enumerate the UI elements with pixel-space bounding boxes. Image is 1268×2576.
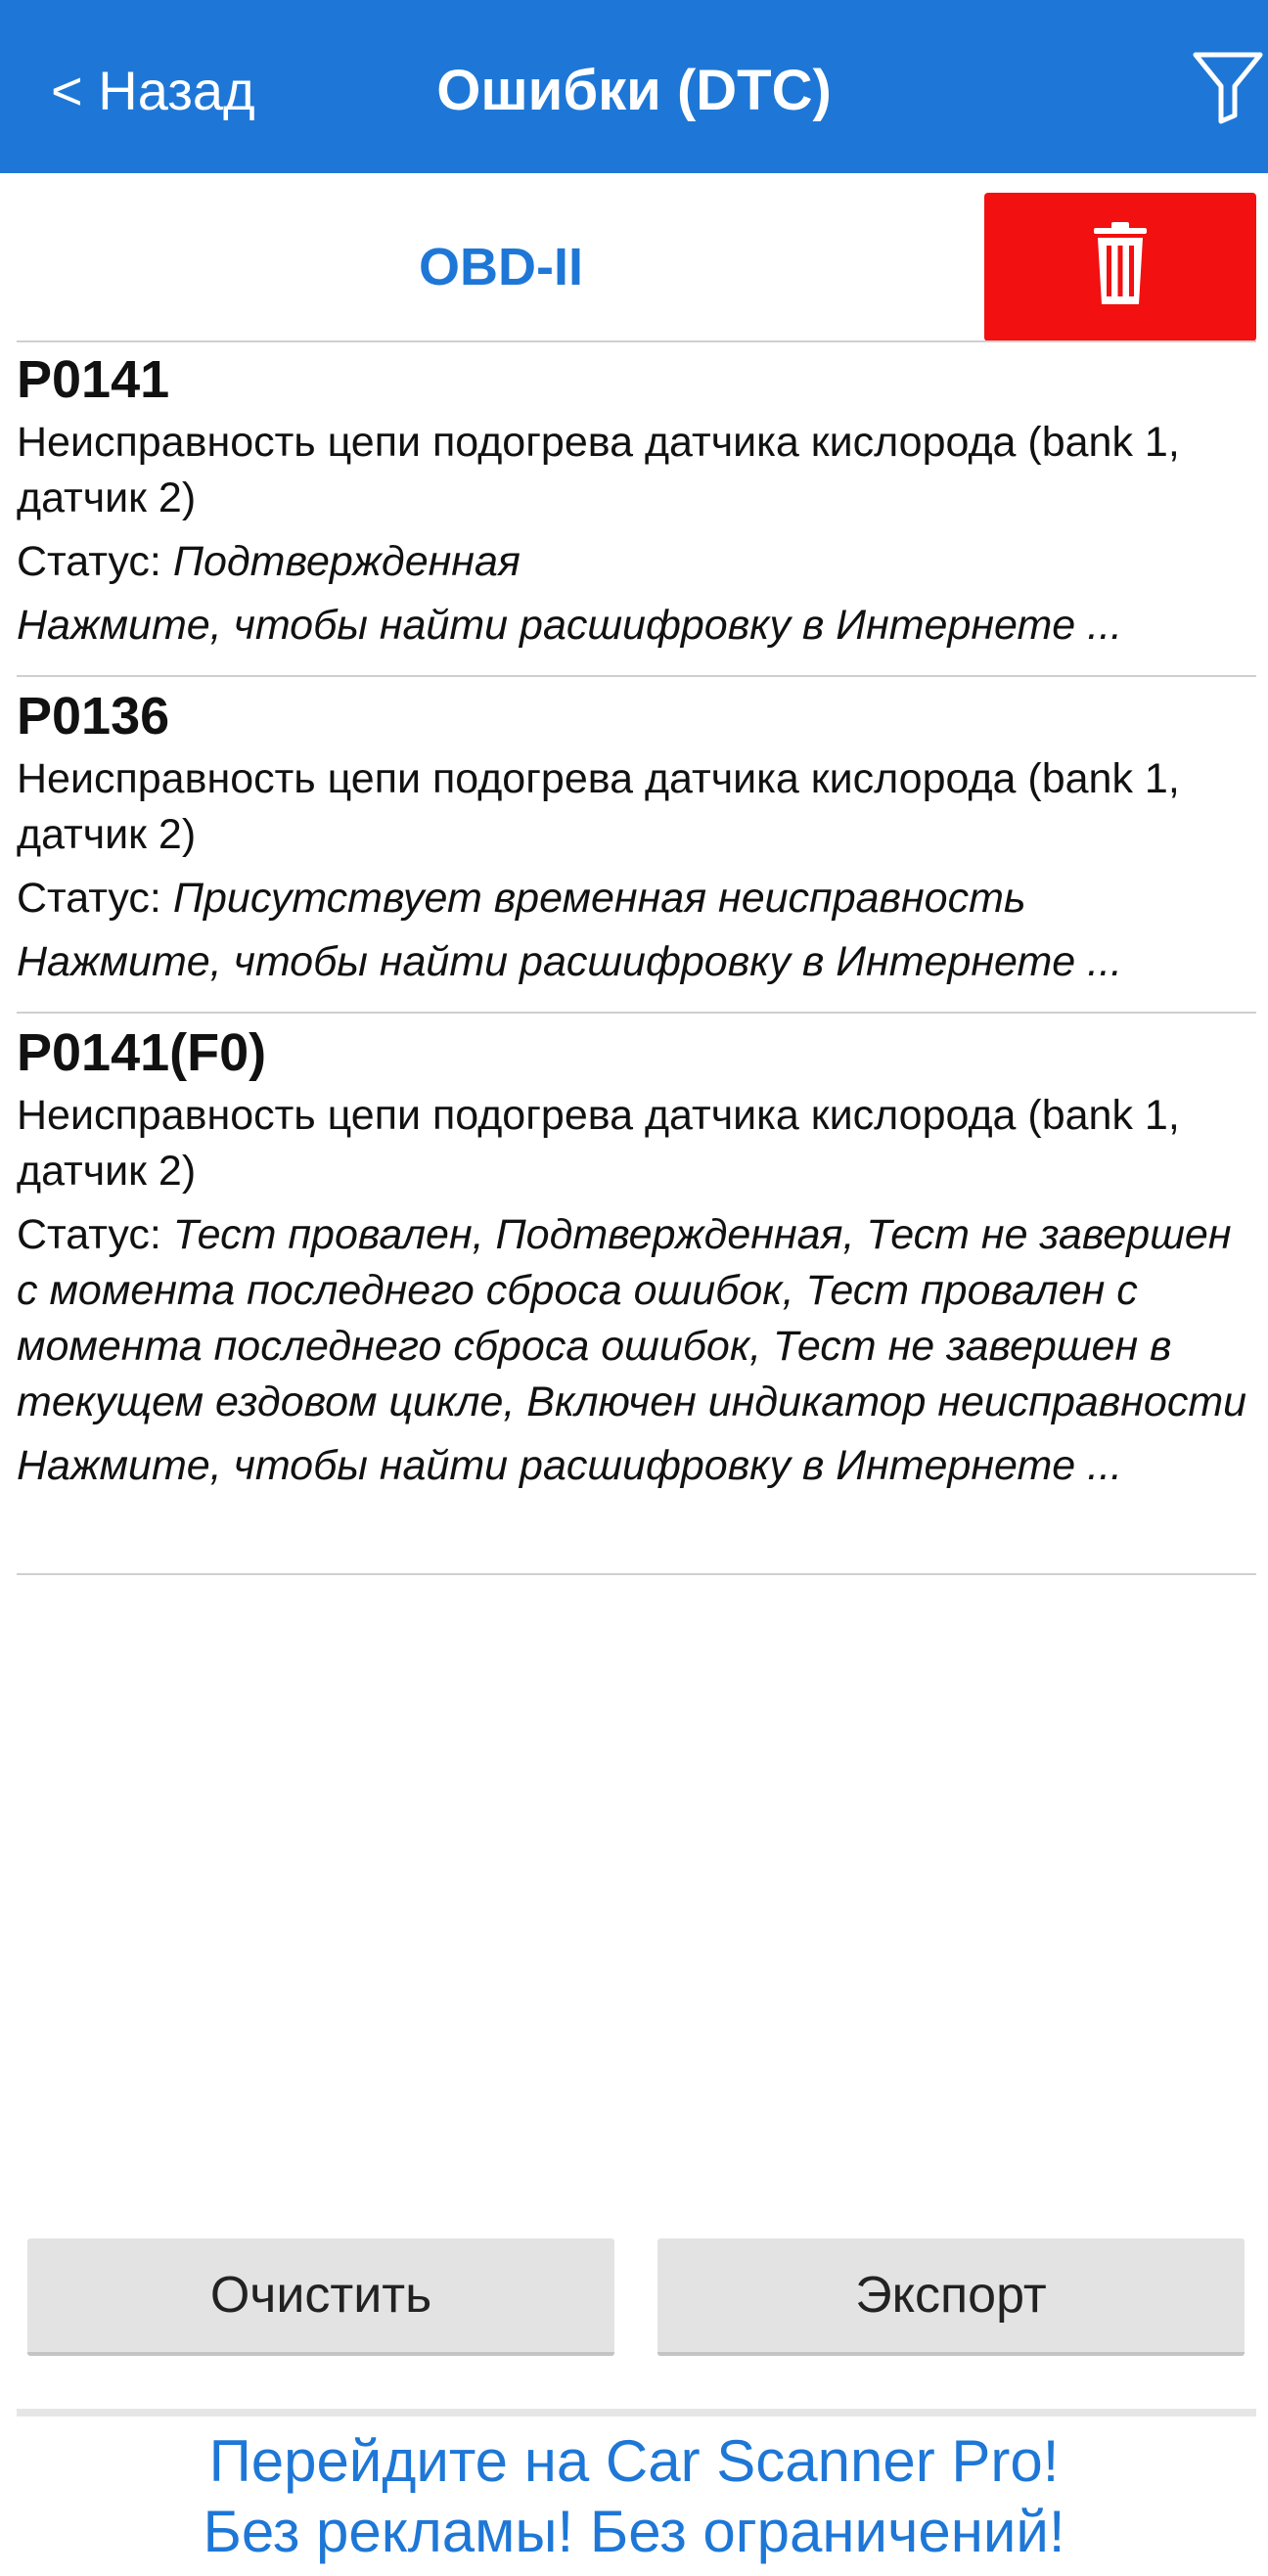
clear-button[interactable]: Очистить (27, 2238, 614, 2356)
search-online-link[interactable]: Нажмите, чтобы найти расшифровку в Интернете ... (17, 938, 1122, 985)
search-online-link[interactable]: Нажмите, чтобы найти расшифровку в Интернете ... (17, 602, 1122, 649)
back-button[interactable]: < Назад (51, 60, 255, 121)
divider (17, 675, 1256, 677)
dtc-status (17, 1207, 1256, 1430)
status-value: Тест провален, Подтвержденная, Тест не завершен с момента последнего сброса ошибок, Тест провален с момента последнего сброса ошибок, Тест не завершен в текущем ездовом цикле, Включен индикатор неисправности (17, 1211, 1247, 1425)
promo-line-2: Без рекламы! Без ограничений! (203, 2499, 1065, 2564)
dtc-item[interactable] (17, 348, 1256, 654)
dtc-description: Неисправность цепи подогрева датчика кислорода (bank 1, датчик 2) (17, 755, 1180, 858)
status-value: Присутствует временная неисправность (172, 875, 1026, 922)
delete-button[interactable] (984, 193, 1256, 341)
promo-divider (17, 2409, 1256, 2417)
dtc-code: P0141(F0) (17, 1023, 267, 1082)
dtc-item[interactable] (17, 1021, 1256, 1494)
export-button[interactable]: Экспорт (657, 2238, 1245, 2356)
dtc-status (17, 534, 1256, 590)
status-label: Статус: (17, 538, 161, 585)
status-value: Подтвержденная (172, 538, 521, 585)
status-label: Статус: (17, 1211, 161, 1258)
dtc-item[interactable] (17, 685, 1256, 990)
promo-line-1: Перейдите на Car Scanner Pro! (208, 2428, 1060, 2494)
app-bar (0, 0, 1268, 173)
divider (17, 340, 1256, 342)
dtc-code: P0136 (17, 687, 170, 746)
divider (17, 1012, 1256, 1014)
dtc-description: Неисправность цепи подогрева датчика кислорода (bank 1, датчик 2) (17, 1092, 1180, 1195)
divider (17, 1573, 1256, 1575)
search-online-link[interactable]: Нажмите, чтобы найти расшифровку в Интернете ... (17, 1442, 1122, 1489)
protocol-toolbar (0, 173, 1268, 339)
protocol-label[interactable]: OBD-II (419, 238, 583, 296)
dtc-description: Неисправность цепи подогрева датчика кислорода (bank 1, датчик 2) (17, 419, 1180, 521)
page-title: Ошибки (DTC) (436, 59, 832, 122)
filter-icon[interactable] (1192, 49, 1264, 125)
trash-icon (1092, 222, 1149, 306)
dtc-status (17, 871, 1256, 926)
dtc-code: P0141 (17, 350, 170, 409)
upgrade-banner[interactable] (0, 2426, 1268, 2567)
status-label: Статус: (17, 875, 161, 922)
